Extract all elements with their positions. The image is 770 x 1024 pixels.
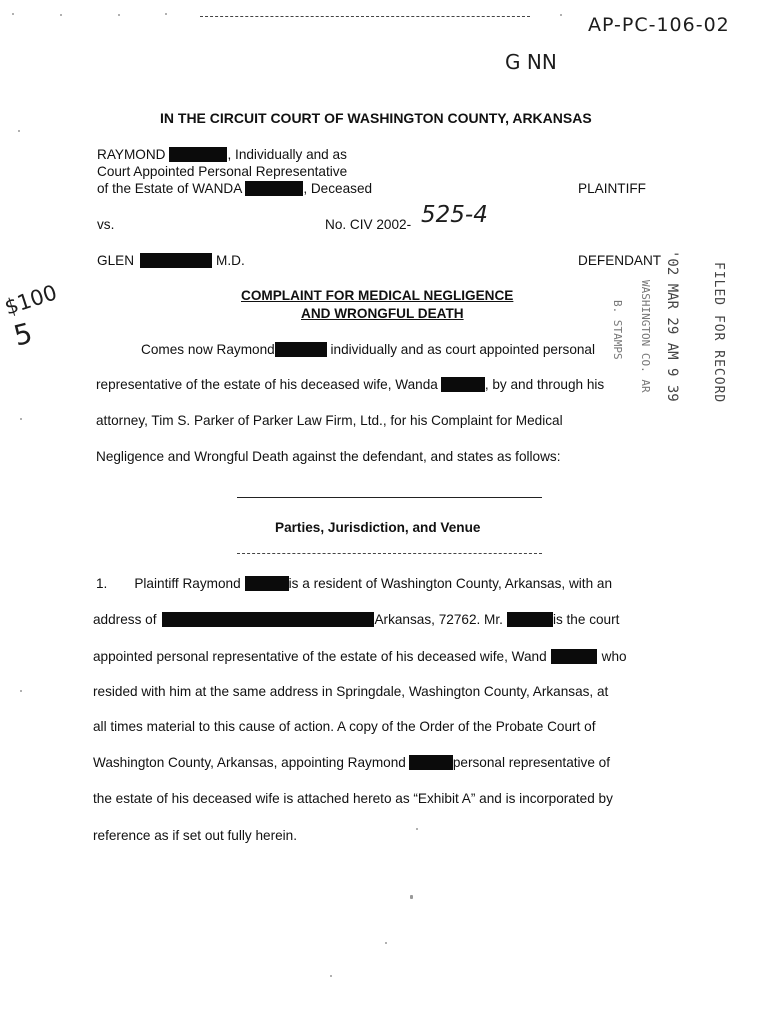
intro-line-2 — [96, 377, 604, 392]
redaction-bar — [245, 181, 303, 196]
plaintiff-line-2: Court Appointed Personal Representative — [97, 164, 348, 179]
handwritten-margin-number: 5 — [10, 316, 36, 353]
paragraph-1-line-2 — [93, 612, 619, 627]
paragraph-1-line-3 — [93, 649, 627, 664]
paragraph-text: Arkansas, 72762. Mr. — [374, 612, 503, 627]
paragraph-text: Washington County, Arkansas, appointing Raymond — [93, 755, 406, 770]
plaintiff-role: PLAINTIFF — [578, 181, 646, 196]
scan-speck — [330, 975, 332, 977]
scan-speck — [20, 690, 22, 692]
scan-speck — [385, 942, 387, 944]
complaint-title-line-1: COMPLAINT FOR MEDICAL NEGLIGENCE — [241, 288, 514, 303]
scan-speck — [410, 895, 413, 899]
scan-speck — [118, 14, 120, 16]
scan-speck — [560, 14, 562, 16]
intro-text: Comes now Raymond — [141, 342, 275, 357]
court-heading: IN THE CIRCUIT COURT OF WASHINGTON COUNTY, ARKANSAS — [160, 110, 592, 126]
intro-text: , by and through his — [484, 377, 605, 392]
scan-speck — [416, 828, 418, 830]
paragraph-1-line-7: the estate of his deceased wife is attached hereto as “Exhibit A” and is incorporated by — [93, 791, 613, 806]
paragraph-1-line-4: resided with him at the same address in Springdale, Washington County, Arkansas, at — [93, 684, 609, 699]
paragraph-1-line-8: reference as if set out fully herein. — [93, 828, 298, 843]
stamp-clerk-name: B. STAMPS — [611, 300, 624, 360]
redaction-bar — [245, 576, 289, 591]
stamp-clerk-county: WASHINGTON CO. AR — [639, 280, 652, 393]
intro-line-4: Negligence and Wrongful Death against the defendant, and states as follows: — [96, 449, 561, 464]
plaintiff-line-1 — [97, 147, 347, 162]
paragraph-text: who — [601, 649, 627, 664]
scan-speck — [165, 13, 167, 15]
paragraph-number: 1. — [96, 576, 108, 591]
section-rule-top — [237, 497, 542, 498]
handwritten-initials: G NN — [505, 50, 557, 74]
versus-text: vs. — [97, 217, 115, 232]
intro-text: representative of the estate of his deceased wife, Wanda — [96, 377, 438, 392]
scan-artifact-line — [200, 16, 530, 17]
stamp-filed-for-record: FILED FOR RECORD — [711, 262, 726, 404]
intro-line-3: attorney, Tim S. Parker of Parker Law Firm, Ltd., for his Complaint for Medical — [96, 413, 563, 428]
handwritten-case-code: AP-PC-106-02 — [588, 14, 730, 36]
redaction-bar — [140, 253, 212, 268]
section-heading: Parties, Jurisdiction, and Venue — [275, 520, 481, 535]
case-number: No. CIV 2002- — [325, 217, 412, 232]
handwritten-case-number: 525-4 — [421, 202, 488, 228]
complaint-title-line-2: AND WRONGFUL DEATH — [301, 306, 464, 321]
plaintiff-capacity-text: , Individually and as — [227, 147, 347, 162]
paragraph-text: is a resident of Washington County, Arkansas, with an — [288, 576, 613, 591]
handwritten-fee-amount: $100 — [1, 280, 60, 320]
redaction-bar — [507, 612, 553, 627]
estate-deceased-text: , Deceased — [303, 181, 373, 196]
scan-speck — [18, 130, 20, 132]
paragraph-text: Plaintiff Raymond — [134, 576, 241, 591]
redaction-bar — [409, 755, 453, 770]
scan-speck — [20, 418, 22, 420]
paragraph-1-line-6 — [93, 755, 610, 770]
defendant-first-name: GLEN — [97, 253, 135, 268]
paragraph-text: address of — [93, 612, 157, 627]
scan-speck — [60, 14, 62, 16]
section-rule-bottom — [237, 553, 542, 554]
paragraph-text: personal representative of — [452, 755, 611, 770]
paragraph-1-line-5: all times material to this cause of action. A copy of the Order of the Probate Court of — [93, 719, 596, 734]
paragraph-text: appointed personal representative of the estate of his deceased wife, Wand — [93, 649, 547, 664]
stamp-date: '02 MAR 29 AM 9 39 — [664, 250, 680, 402]
intro-text: individually and as court appointed personal — [330, 342, 596, 357]
defendant-line — [97, 253, 245, 268]
redaction-bar — [162, 612, 374, 627]
redaction-bar — [169, 147, 227, 162]
defendant-role: DEFENDANT — [578, 253, 662, 268]
paragraph-text: is the court — [552, 612, 620, 627]
plaintiff-line-3 — [97, 181, 372, 196]
scan-speck — [12, 13, 14, 15]
redaction-bar — [551, 649, 597, 664]
redaction-bar — [441, 377, 485, 392]
paragraph-1-line-1 — [96, 576, 612, 591]
plaintiff-first-name: RAYMOND — [97, 147, 166, 162]
intro-line-1 — [141, 342, 595, 357]
defendant-suffix: M.D. — [216, 253, 245, 268]
redaction-bar — [275, 342, 327, 357]
estate-prefix: of the Estate of WANDA — [97, 181, 243, 196]
